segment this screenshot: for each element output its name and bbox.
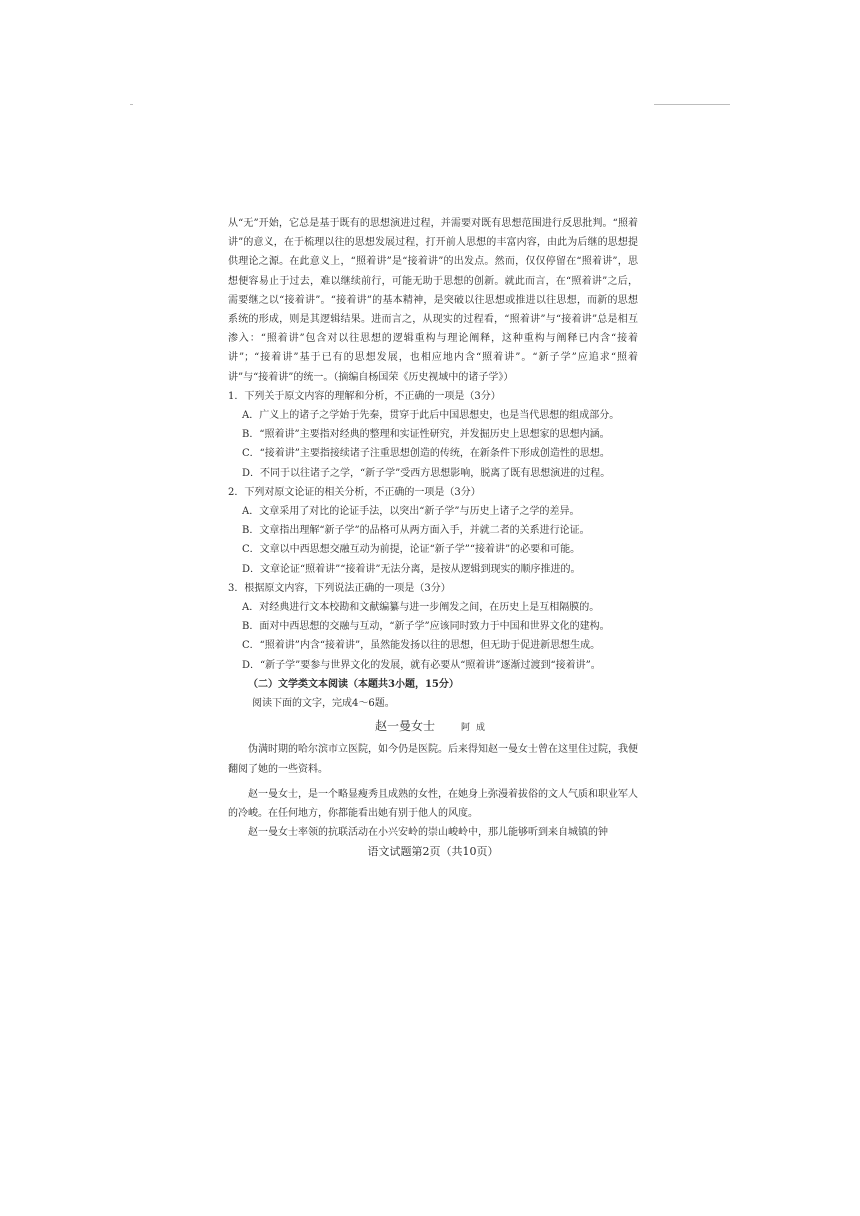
option-a: A．广义上的诸子之学始于先秦，贯穿于此后中国思想史，也是当代思想的组成部分。 [242,410,620,422]
page-footer: 语文试题第2页（共10页） [367,845,499,858]
story-author: 阿成 [461,723,492,734]
scan-artifact-line [654,104,730,105]
option-c: C．“接着讲”主要指接续诸子注重思想创造的传统，在新条件下形成创造性的思想。 [242,448,610,460]
option-c: C．文章以中西思想交融互动为前提，论证“新子学”“接着讲”的必要和可能。 [242,544,581,556]
question-stem: 2．下列对原文论证的相关分析，不正确的一项是（3分） [228,486,481,498]
question-2 [228,483,638,579]
question-1 [228,387,638,483]
option-b: B．面对中西思想的交融与互动，“新子学”应该同时致力于中国和世界文化的建构。 [242,621,610,633]
option-d: D．文章论证“照着讲”“接着讲”无法分离，是按从逻辑到现实的顺序推进的。 [242,563,581,575]
option-a: A．对经典进行文本校勘和文献编纂与进一步阐发之间，在历史上是互相隔膜的。 [242,602,600,614]
story-title [228,717,638,738]
question-3 [228,579,638,675]
reading-instruction: 阅读下面的文字，完成4～6题。 [252,698,395,710]
option-d: D．不同于以往诸子之学，“新子学”受西方思想影响，脱离了既有思想演进的过程。 [242,467,611,479]
option-c: C．“照着讲”内含“接着讲”，虽然能发扬以往的思想，但无助于促进新思想生成。 [242,640,601,652]
story-paragraph: 赵一曼女士率领的抗联活动在小兴安岭的崇山峻岭中，那儿能够听到来自城镇的钟 [248,827,608,839]
story-paragraph: 伪满时期的哈尔滨市立医院，如今仍是医院。后来得知赵一曼女士曾在这里住过院，我便翻阅了她的一些资料。 [228,744,638,775]
question-stem: 3．根据原文内容，下列说法正确的一项是（3分） [228,582,451,594]
option-b: B．文章指出理解“新子学”的品格可从两方面入手，并就二者的关系进行论证。 [242,525,590,537]
option-d: D．“新子学”要参与世界文化的发展，就有必要从“照着讲”逐渐过渡到“接着讲”。 [242,659,601,671]
option-b: B．“照着讲”主要指对经典的整理和实证性研究，并发掘历史上思想家的思想内涵。 [242,429,610,441]
exam-page-body [228,214,638,843]
question-stem: 1．下列关于原文内容的理解和分析，不正确的一项是（3分） [228,390,501,402]
story-paragraph: 赵一曼女士，是一个略显瘦秀且成熟的女性，在她身上弥漫着拔俗的文人气质和职业军人的冷峻。在任何地方，你都能看出她有别于他人的风度。 [228,788,638,820]
section-heading: （二）文学类文本阅读（本题共3小题，15分） [248,678,459,690]
passage-continuation: 从“无”开始，它总是基于既有的思想演进过程，并需要对既有思想范围进行反思批判。“照着讲”的意义，在于梳理以往的思想发展过程，打开前人思想的丰富内容，由此为后继的思想提供理论之源。在此意义上，“照着讲”是“接着讲”的出发点。然而，仅仅停留在“照着讲”，思想便容易止于过去，难以继续前行，可能无助于思想的创新。就此而言，在“照着讲”之后，需要继之以“接着讲”。“接着讲”的基本精神，是突破以往思想或推进以往思想，而新的思想系统的形成，则是其逻辑结果。进而言之，从现实的过程看，“照着讲”与“接着讲”总是相互渗入：“照着讲”包含对以往思想的逻辑重构与理论阐释，这种重构与阐释已内含“接着讲”；“接着讲”基于已有的思想发展，也相应地内含“照着讲”。“新子学”应追求“照着讲”与“接着讲”的统一。（摘编自杨国荣《历史视域中的诸子学》） [228,218,638,383]
scan-artifact-dot [130,104,133,105]
story-title-text: 赵一曼女士 [374,719,435,734]
option-a: A．文章采用了对比的论证手法，以突出“新子学”与历史上诸子之学的差异。 [242,506,580,518]
